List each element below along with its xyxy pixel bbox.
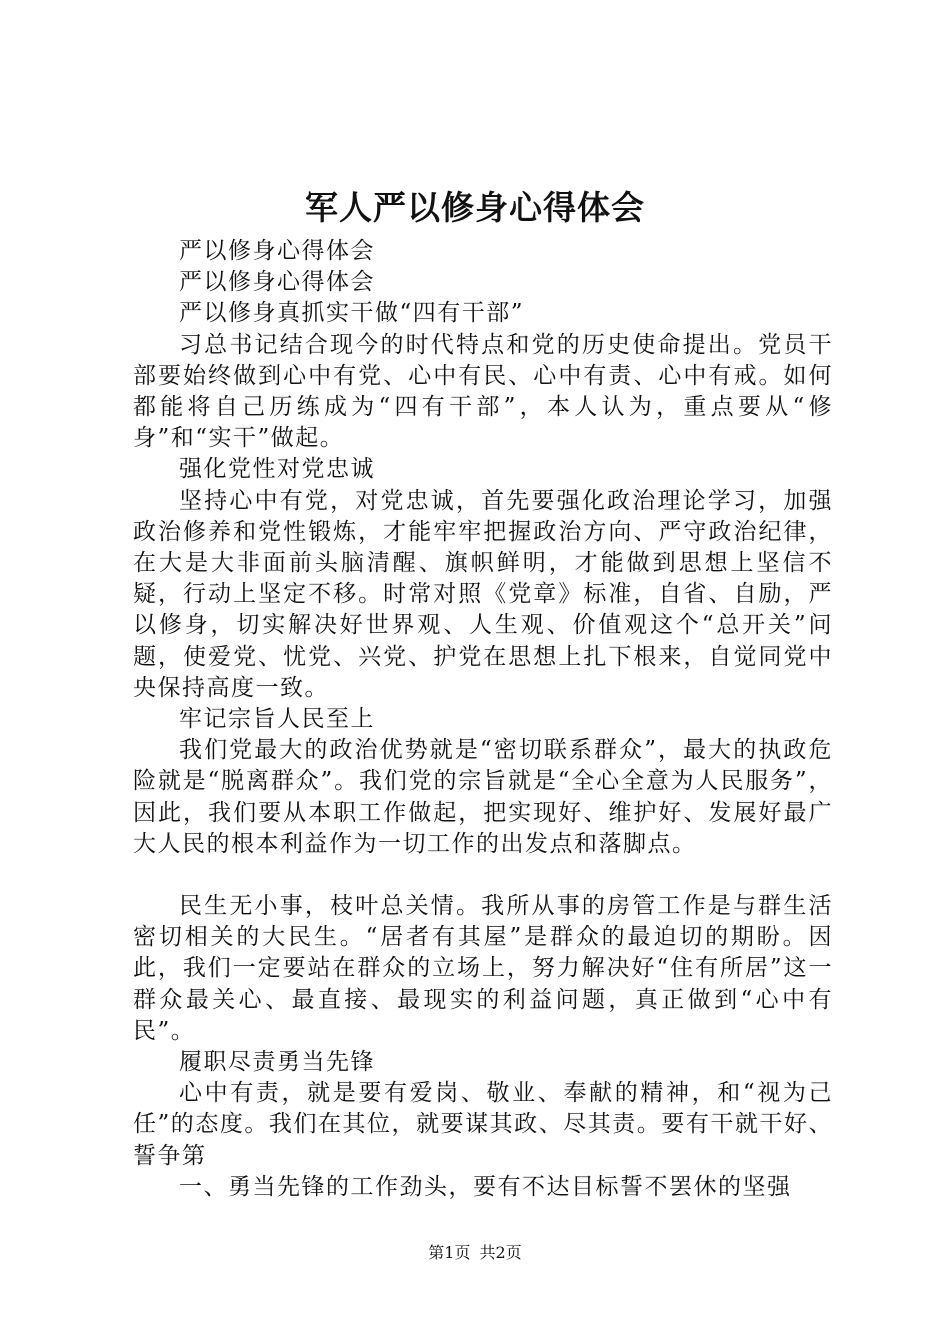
paragraph: 心中有责，就是要有爱岗、敬业、奉献的精神，和“视为己任”的态度。我们在其位，就要谋其政、尽其责。要有干就干好、誓争第 [133,1080,833,1169]
section-heading: 履职尽责勇当先锋 [179,1049,375,1076]
paragraph: 我们党最大的政治优势就是“密切联系群众”，最大的执政危险就是“脱离群众”。我们党的宗旨就是“全心全意为人民服务”，因此，我们要从本职工作做起，把实现好、维护好、发展好最广大人民的根本利益作为一切工作的出发点和落脚点。 [133,737,833,857]
paragraph: 民生无小事，枝叶总关情。我所从事的房管工作是与群生活密切相关的大民生。“居者有其屋”是群众的最迫切的期盼。因此，我们一定要站在群众的立场上，努力解决好“住有所居”这一群众最关心、最直接、最现实的利益问题，真正做到“心中有民”。 [133,893,833,1044]
paragraph: 一、勇当先锋的工作劲头，要有不达目标誓不罢休的坚强 [179,1173,792,1200]
page-footer: 第1页 共2页 [428,1243,522,1262]
paragraph: 严以修身真抓实干做“四有干部” [179,300,525,327]
paragraph: 坚持心中有党，对党忠诚，首先要强化政治理论学习，加强政治修养和党性锻炼，才能牢牢把握政治方向、严守政治纪律，在大是大非面前头脑清醒、旗帜鲜明，才能做到思想上坚信不疑，行动上坚定不移。时常对照《党章》标准，自省、自励，严以修身，切实解决好世界观、人生观、价值观这个“总开关”问题，使爱党、忧党、兴党、护党在思想上扎下根来，自觉同党中央保持高度一致。 [133,487,833,701]
document-title: 军人严以修身心得体会 [305,188,645,227]
paragraph: 严以修身心得体会 [179,269,375,296]
section-heading: 强化党性对党忠诚 [179,456,375,483]
section-heading: 牢记宗旨人民至上 [179,706,375,733]
paragraph: 严以修身心得体会 [179,238,375,264]
document-body [133,236,833,1203]
paragraph: 习总书记结合现今的时代特点和党的历史使命提出。党员干部要始终做到心中有党、心中有民、心中有责、心中有戒。如何都能将自己历练成为“四有干部”，本人认为，重点要从“修身”和“实干”做起。 [133,331,833,452]
